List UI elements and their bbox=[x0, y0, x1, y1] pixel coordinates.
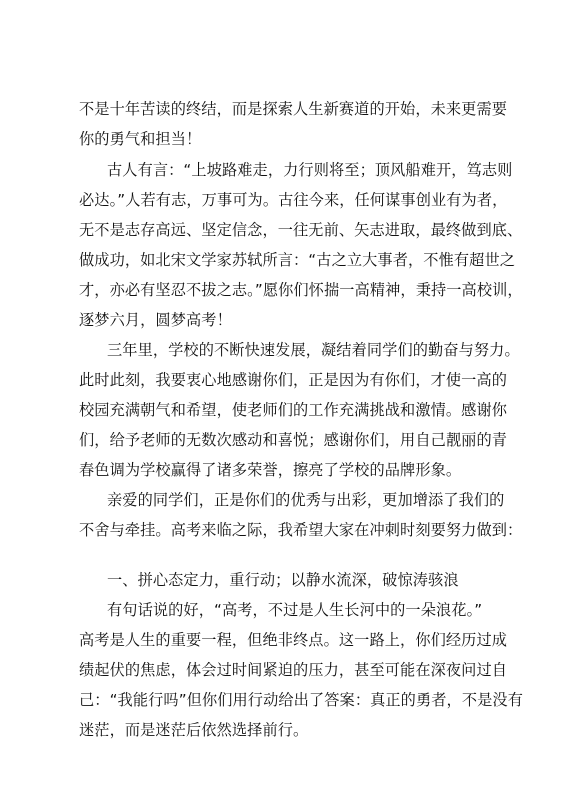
section-heading: 一、拼心态定力，重行动；以静水流深，破惊涛骇浪 bbox=[107, 571, 459, 589]
text-line: 春色调为学校赢得了诸多荣誉，擦亮了学校的品牌形象。 bbox=[79, 461, 462, 479]
text-line: 不是十年苦读的终结，而是探索人生新赛道的开始，未来更需要 bbox=[79, 100, 508, 118]
text-line: 高考是人生的重要一程，但绝非终点。这一路上，你们经历过成 bbox=[79, 631, 508, 649]
text-line: 己：“我能行吗”但你们用行动给出了答案：真正的勇者，不是没有 bbox=[79, 691, 523, 709]
text-line: 校园充满朝气和希望，使老师们的工作充满挑战和激情。感谢你 bbox=[79, 401, 508, 419]
text-line: 逐梦六月，圆梦高考！ bbox=[79, 311, 232, 329]
text-line: 迷茫，而是迷茫后依然选择前行。 bbox=[79, 721, 309, 739]
paragraph-start-line: 有句话说的好，“高考，不过是人生长河中的一朵浪花。” bbox=[107, 601, 483, 619]
text-line: 绩起伏的焦虑，体会过时间紧迫的压力，甚至可能在深夜问过自 bbox=[79, 661, 508, 679]
text-line: 必达。”人若有志，万事可为。古往今来，任何谋事创业有为者， bbox=[79, 191, 508, 209]
paragraph-start-line: 古人有言：“上坡路难走，力行则将至；顶风船难开，笃志则 bbox=[107, 161, 513, 179]
text-line: 此时此刻，我要衷心地感谢你们，正是因为有你们，才使一高的 bbox=[79, 371, 508, 389]
paragraph-start-line: 三年里，学校的不断快速发展，凝结着同学们的勤奋与努力。 bbox=[107, 341, 520, 359]
text-line: 们，给予老师的无数次感动和喜悦；感谢你们，用自己靓丽的青 bbox=[79, 431, 508, 449]
text-line: 无不是志存高远、坚定信念，一往无前、矢志进取，最终做到底、 bbox=[79, 221, 523, 239]
paragraph-start-line: 亲爱的同学们，正是你们的优秀与出彩，更加增添了我们的 bbox=[107, 491, 505, 509]
text-line: 做成功，如北宋文学家苏轼所言：“古之立大事者，不惟有超世之 bbox=[79, 251, 516, 269]
text-line: 你的勇气和担当！ bbox=[79, 130, 202, 148]
text-line: 才，亦必有坚忍不拔之志。”愿你们怀揣一高精神，秉持一高校训， bbox=[79, 281, 523, 299]
text-line: 不舍与牵挂。高考来临之际，我希望大家在冲刺时刻要努力做到： bbox=[79, 521, 523, 539]
